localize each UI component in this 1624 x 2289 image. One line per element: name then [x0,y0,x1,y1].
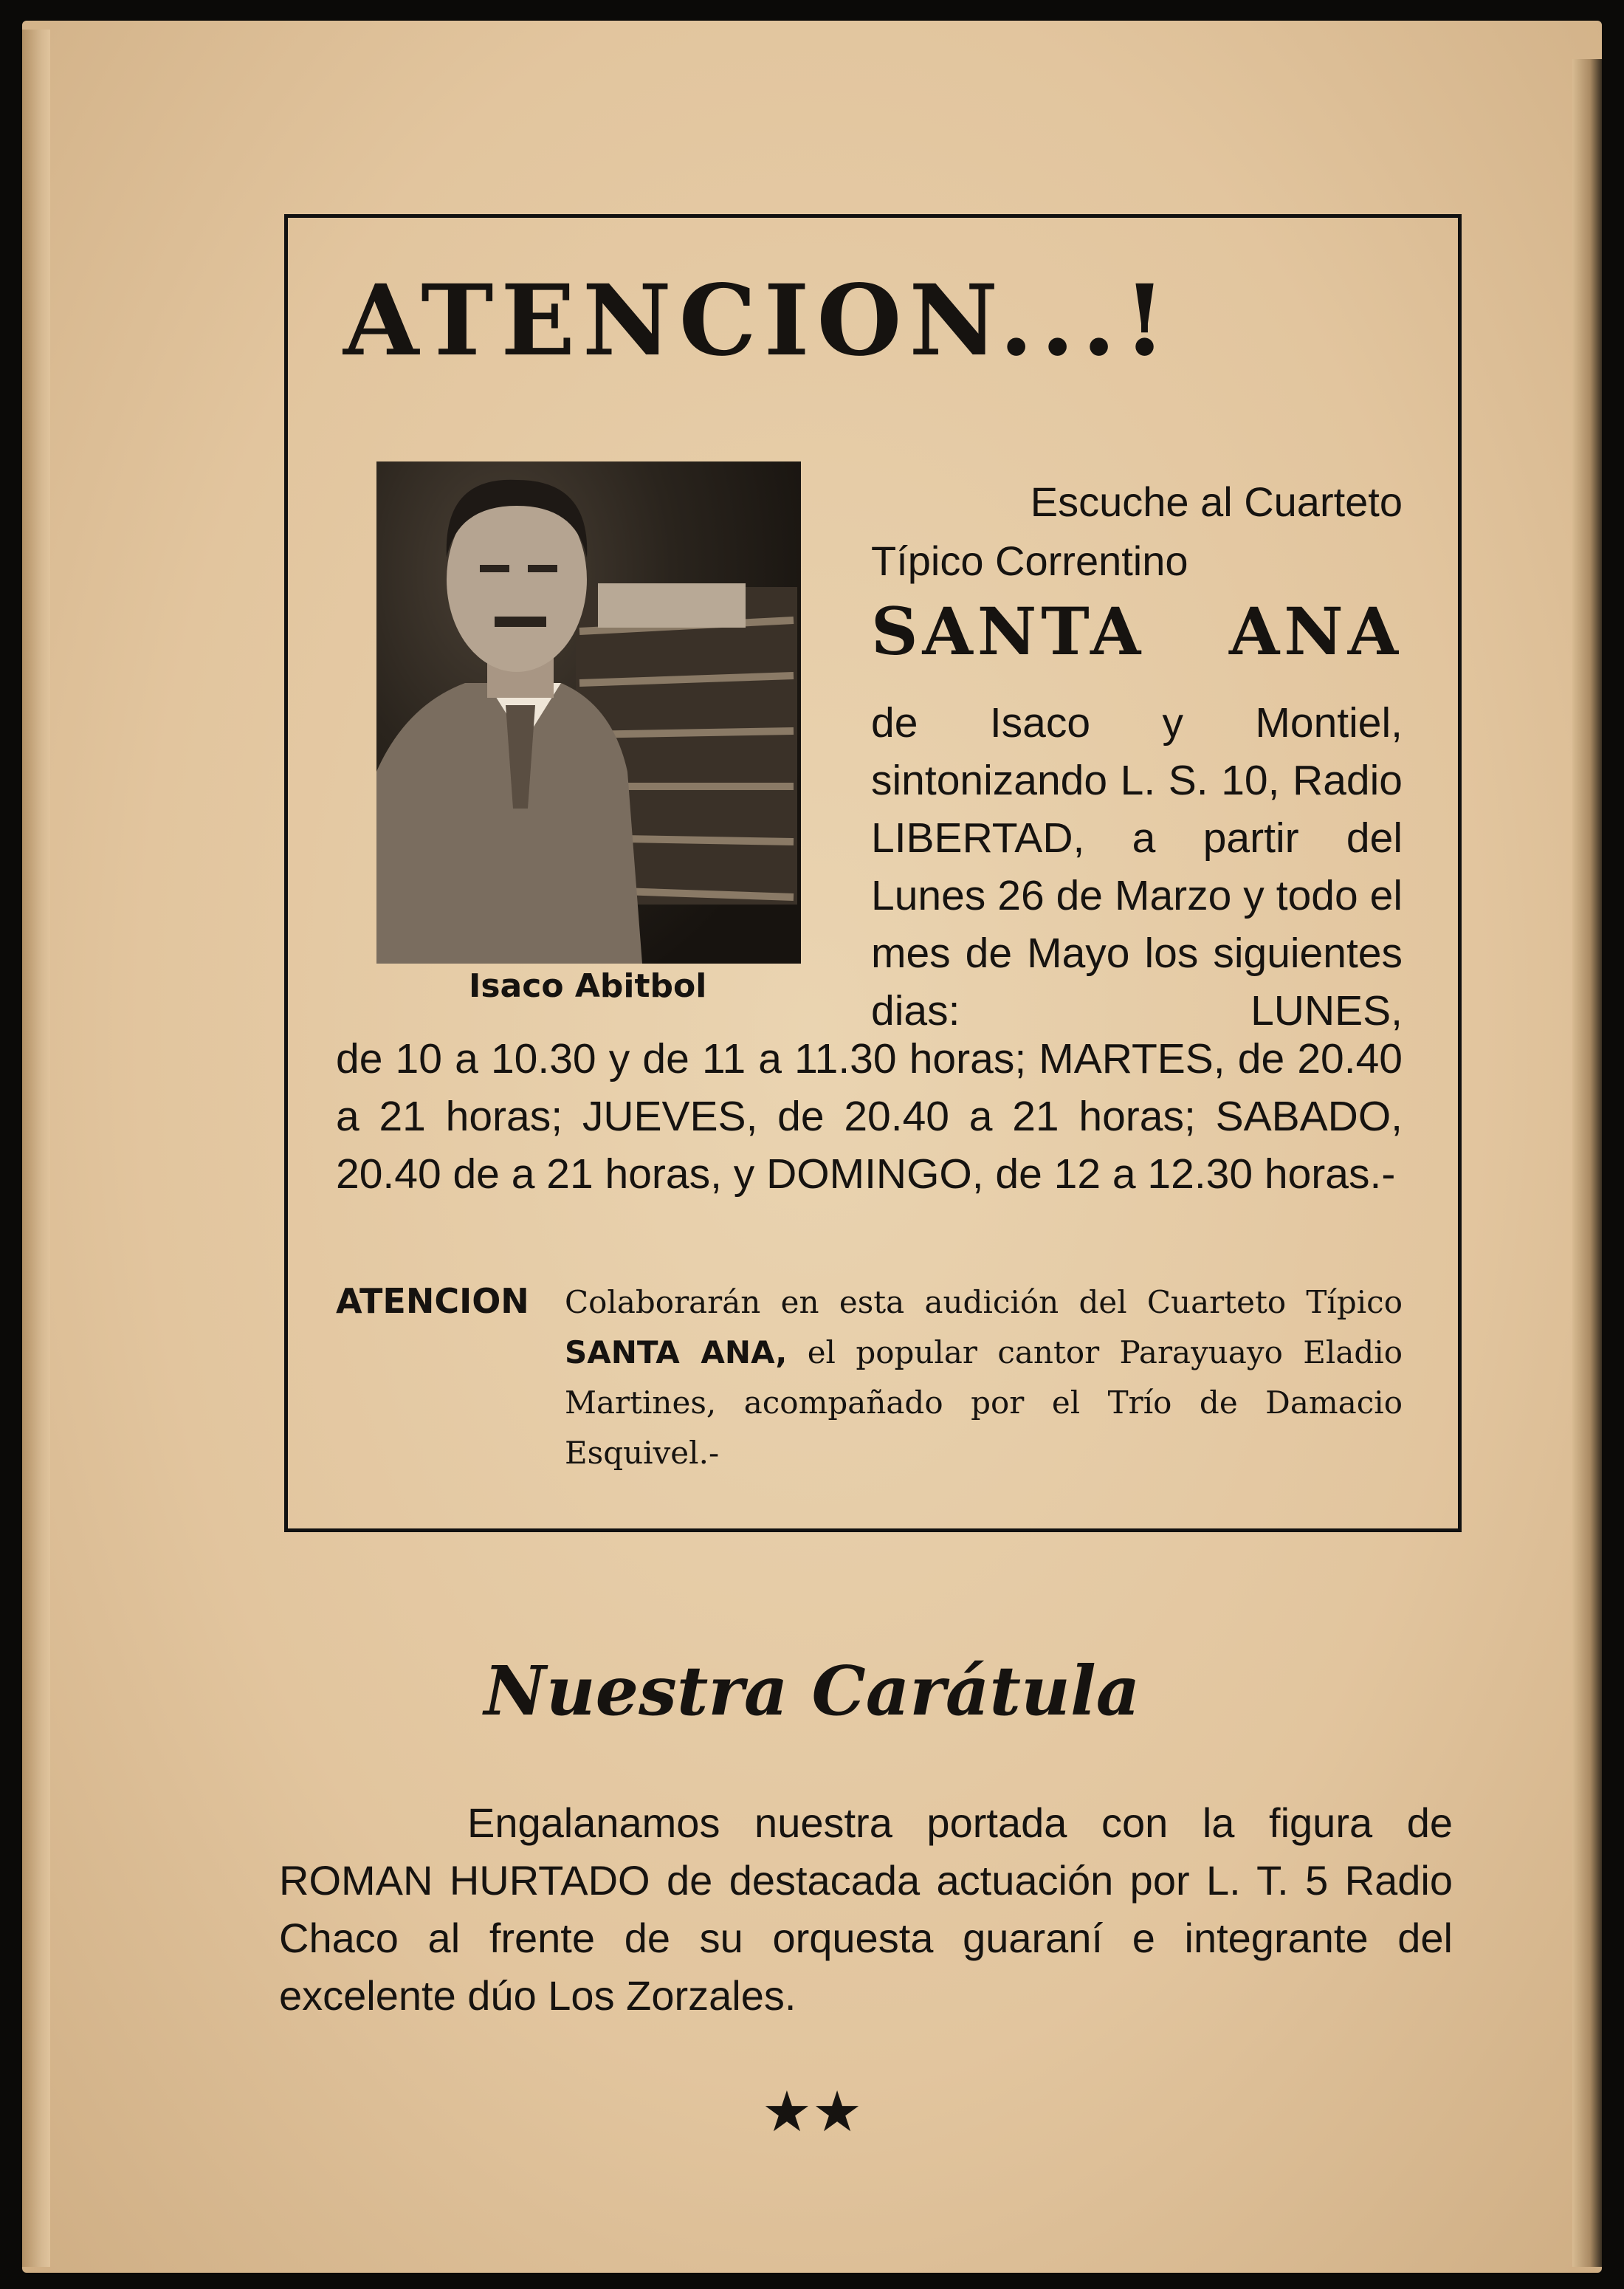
ad-title: ATENCION...! [343,264,1174,378]
accordion-player-photo [376,461,801,964]
note-group-name: SANTA ANA, [565,1334,788,1370]
intro-line-1: Escuche al Cuarteto [1030,478,1403,525]
section-body: Engalanamos nuestra portada con la figura de ROMAN HURTADO de destacada actuación por L. T. 5 Radio Chaco al frente de su orquesta guaraní e integrante del excelente dúo Los Zorzales. [279,1799,1453,2019]
group-name-heading: SANTA ANA [871,593,1403,670]
ad-body-schedule: de 10 a 10.30 y de 11 a 11.30 horas; MARTES, de 20.40 a 21 horas; JUEVES, de 20.40 a 21 horas; SABADO, 20.40 de a 21 horas, y DOMINGO, de 12 a 12.30 horas.- [336,1035,1403,1198]
double-star-ornament: ★★ [761,2079,863,2144]
ad-body-right-column: de Isaco y Montiel, sintonizando L. S. 10, Radio LIBERTAD, a partir del Lunes 26 de Marzo y todo el mes de Mayo los siguientes dias: LUNES, [871,699,1403,1034]
page-edge-right [1572,59,1602,2267]
note-text [565,1277,1403,1478]
note-text-part-1: Colaborarán en esta audición del Cuarteto Típico [565,1284,1403,1320]
note-text-part-2: el popular cantor Parayuayo Eladio Martines, acompañado por el Trío de Damacio Esquivel.- [565,1334,1403,1471]
page-edge-left [22,30,50,2267]
photo-caption: Isaco Abitbol [469,967,707,1005]
section-title: Nuestra Carátula [484,1651,1140,1731]
note-label: ATENCION [336,1281,529,1321]
ad-intro [871,473,1403,591]
intro-line-2: Típico Correntino [871,538,1188,584]
